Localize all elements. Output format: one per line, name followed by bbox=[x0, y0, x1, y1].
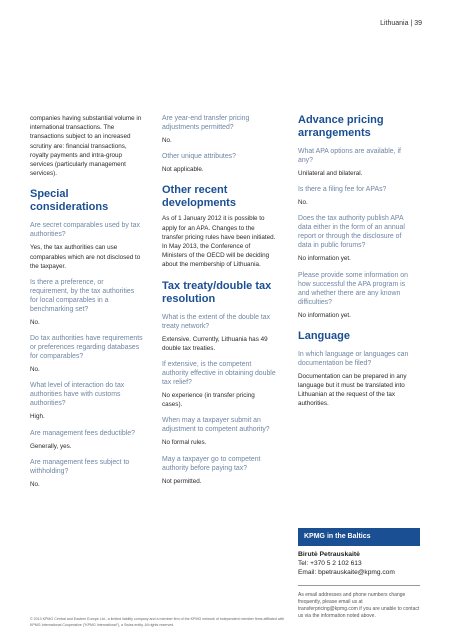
answer: Yes, the tax authorities can use comparables which are not disclosed to the taxpayer. bbox=[30, 244, 141, 270]
contact-name: Birutė Petrauskaitė bbox=[298, 551, 360, 558]
question: What is the extent of the double tax treaty network? bbox=[162, 313, 271, 330]
question: When may a taxpayer submit an adjustment to competent authority? bbox=[162, 417, 270, 434]
special-considerations-heading: Special considerations bbox=[30, 188, 109, 214]
answer: No. bbox=[30, 366, 40, 374]
question: What level of interaction do tax authorities have with customs authorities? bbox=[30, 382, 125, 408]
recent-developments-text: As of 1 January 2012 it is possible to apply for an APA. Changes to the transfer pricing rules have been initiated. In May 2013, the Conference of Ministers of the OECD will be deciding about the membership of Lithuania. bbox=[162, 215, 276, 269]
question: What APA options are available, if any? bbox=[298, 148, 401, 164]
column-3 bbox=[298, 114, 412, 414]
question: Please provide some information on how successful the APA program is and whether there are any known difficulties? bbox=[298, 271, 408, 306]
question: Is there a preference, or requirement, by the tax authorities for local comparables in a benchmarking set? bbox=[30, 279, 135, 314]
advance-pricing-heading: Advance pricing arrangements bbox=[298, 114, 384, 139]
contact-box bbox=[298, 528, 420, 620]
question: Are secret comparables used by tax authorities? bbox=[30, 222, 140, 239]
divider bbox=[298, 585, 420, 586]
other-recent-developments-heading: Other recent developments bbox=[162, 184, 236, 210]
answer: No. bbox=[298, 199, 308, 207]
contact-phone[interactable]: Tel: +370 5 2 102 613 bbox=[298, 560, 362, 567]
answer: No information yet. bbox=[298, 311, 351, 319]
question: Are management fees deductible? bbox=[30, 429, 135, 437]
answer: Not applicable. bbox=[162, 166, 204, 174]
answer: Unilateral and bilateral. bbox=[298, 170, 363, 177]
question: In which language or languages can documentation be filed? bbox=[298, 350, 409, 367]
answer: No information yet. bbox=[298, 255, 351, 263]
language-heading: Language bbox=[298, 329, 350, 342]
answer: Extensive. Currently, Lithuania has 49 double tax treaties. bbox=[162, 335, 268, 352]
question: Does the tax authority publish APA data either in the form of an annual report or through the disclosure of data in public forums? bbox=[298, 215, 405, 250]
question: Are management fees subject to withholding? bbox=[30, 458, 130, 475]
column-1 bbox=[30, 114, 144, 494]
question: May a taxpayer go to competent authority before paying tax? bbox=[162, 455, 261, 472]
page-header: Lithuania | 39 bbox=[380, 20, 422, 27]
column-2 bbox=[162, 114, 276, 491]
question: Do tax authorities have requirements or preferences regarding databases for comparables? bbox=[30, 335, 143, 361]
question: If extensive, is the competent authority effective in obtaining double tax relief? bbox=[162, 361, 276, 387]
question: Is there a filing fee for APAs? bbox=[298, 186, 387, 194]
contact-header-bar: KPMG in the Baltics bbox=[298, 528, 420, 546]
question: Other unique attributes? bbox=[162, 153, 236, 161]
answer: No. bbox=[162, 137, 172, 144]
intro-paragraph: companies having substantial volume in international transactions. The transactions subject to an increased scrutiny are: financial transactions, royalty payments and intra-group services (particularly management services). bbox=[30, 115, 142, 178]
answer: No formal rules. bbox=[162, 439, 207, 447]
copyright-footer: © 2013 KPMG Central and Eastern Europe Ltd., a limited liability company and a member firm of the KPMG network of independent member firms affiliated with KPMG International Cooperative ("KPMG International"), a Swiss entity. All rights reserved. bbox=[30, 617, 285, 627]
answer: High. bbox=[30, 413, 45, 421]
answer: Not permitted. bbox=[162, 477, 202, 485]
answer: Documentation can be prepared in any language but it must be translated into Lithuanian at the request of the tax authorities. bbox=[298, 372, 407, 408]
answer: No. bbox=[30, 480, 40, 488]
tax-treaty-heading: Tax treaty/double tax resolution bbox=[162, 279, 272, 305]
answer: No. bbox=[30, 319, 40, 327]
answer: Generally, yes. bbox=[30, 442, 72, 450]
answer: No experience (in transfer pricing cases). bbox=[162, 392, 255, 409]
question: Are year-end transfer pricing adjustments permitted? bbox=[162, 115, 250, 131]
contact-email[interactable]: Email: bpetrauskaite@kpmg.com bbox=[298, 569, 395, 576]
contact-note: As email addresses and phone numbers change frequently, please email us at transferpricing@kpmg.com if you are unable to contact us via the information noted above. bbox=[298, 592, 420, 619]
